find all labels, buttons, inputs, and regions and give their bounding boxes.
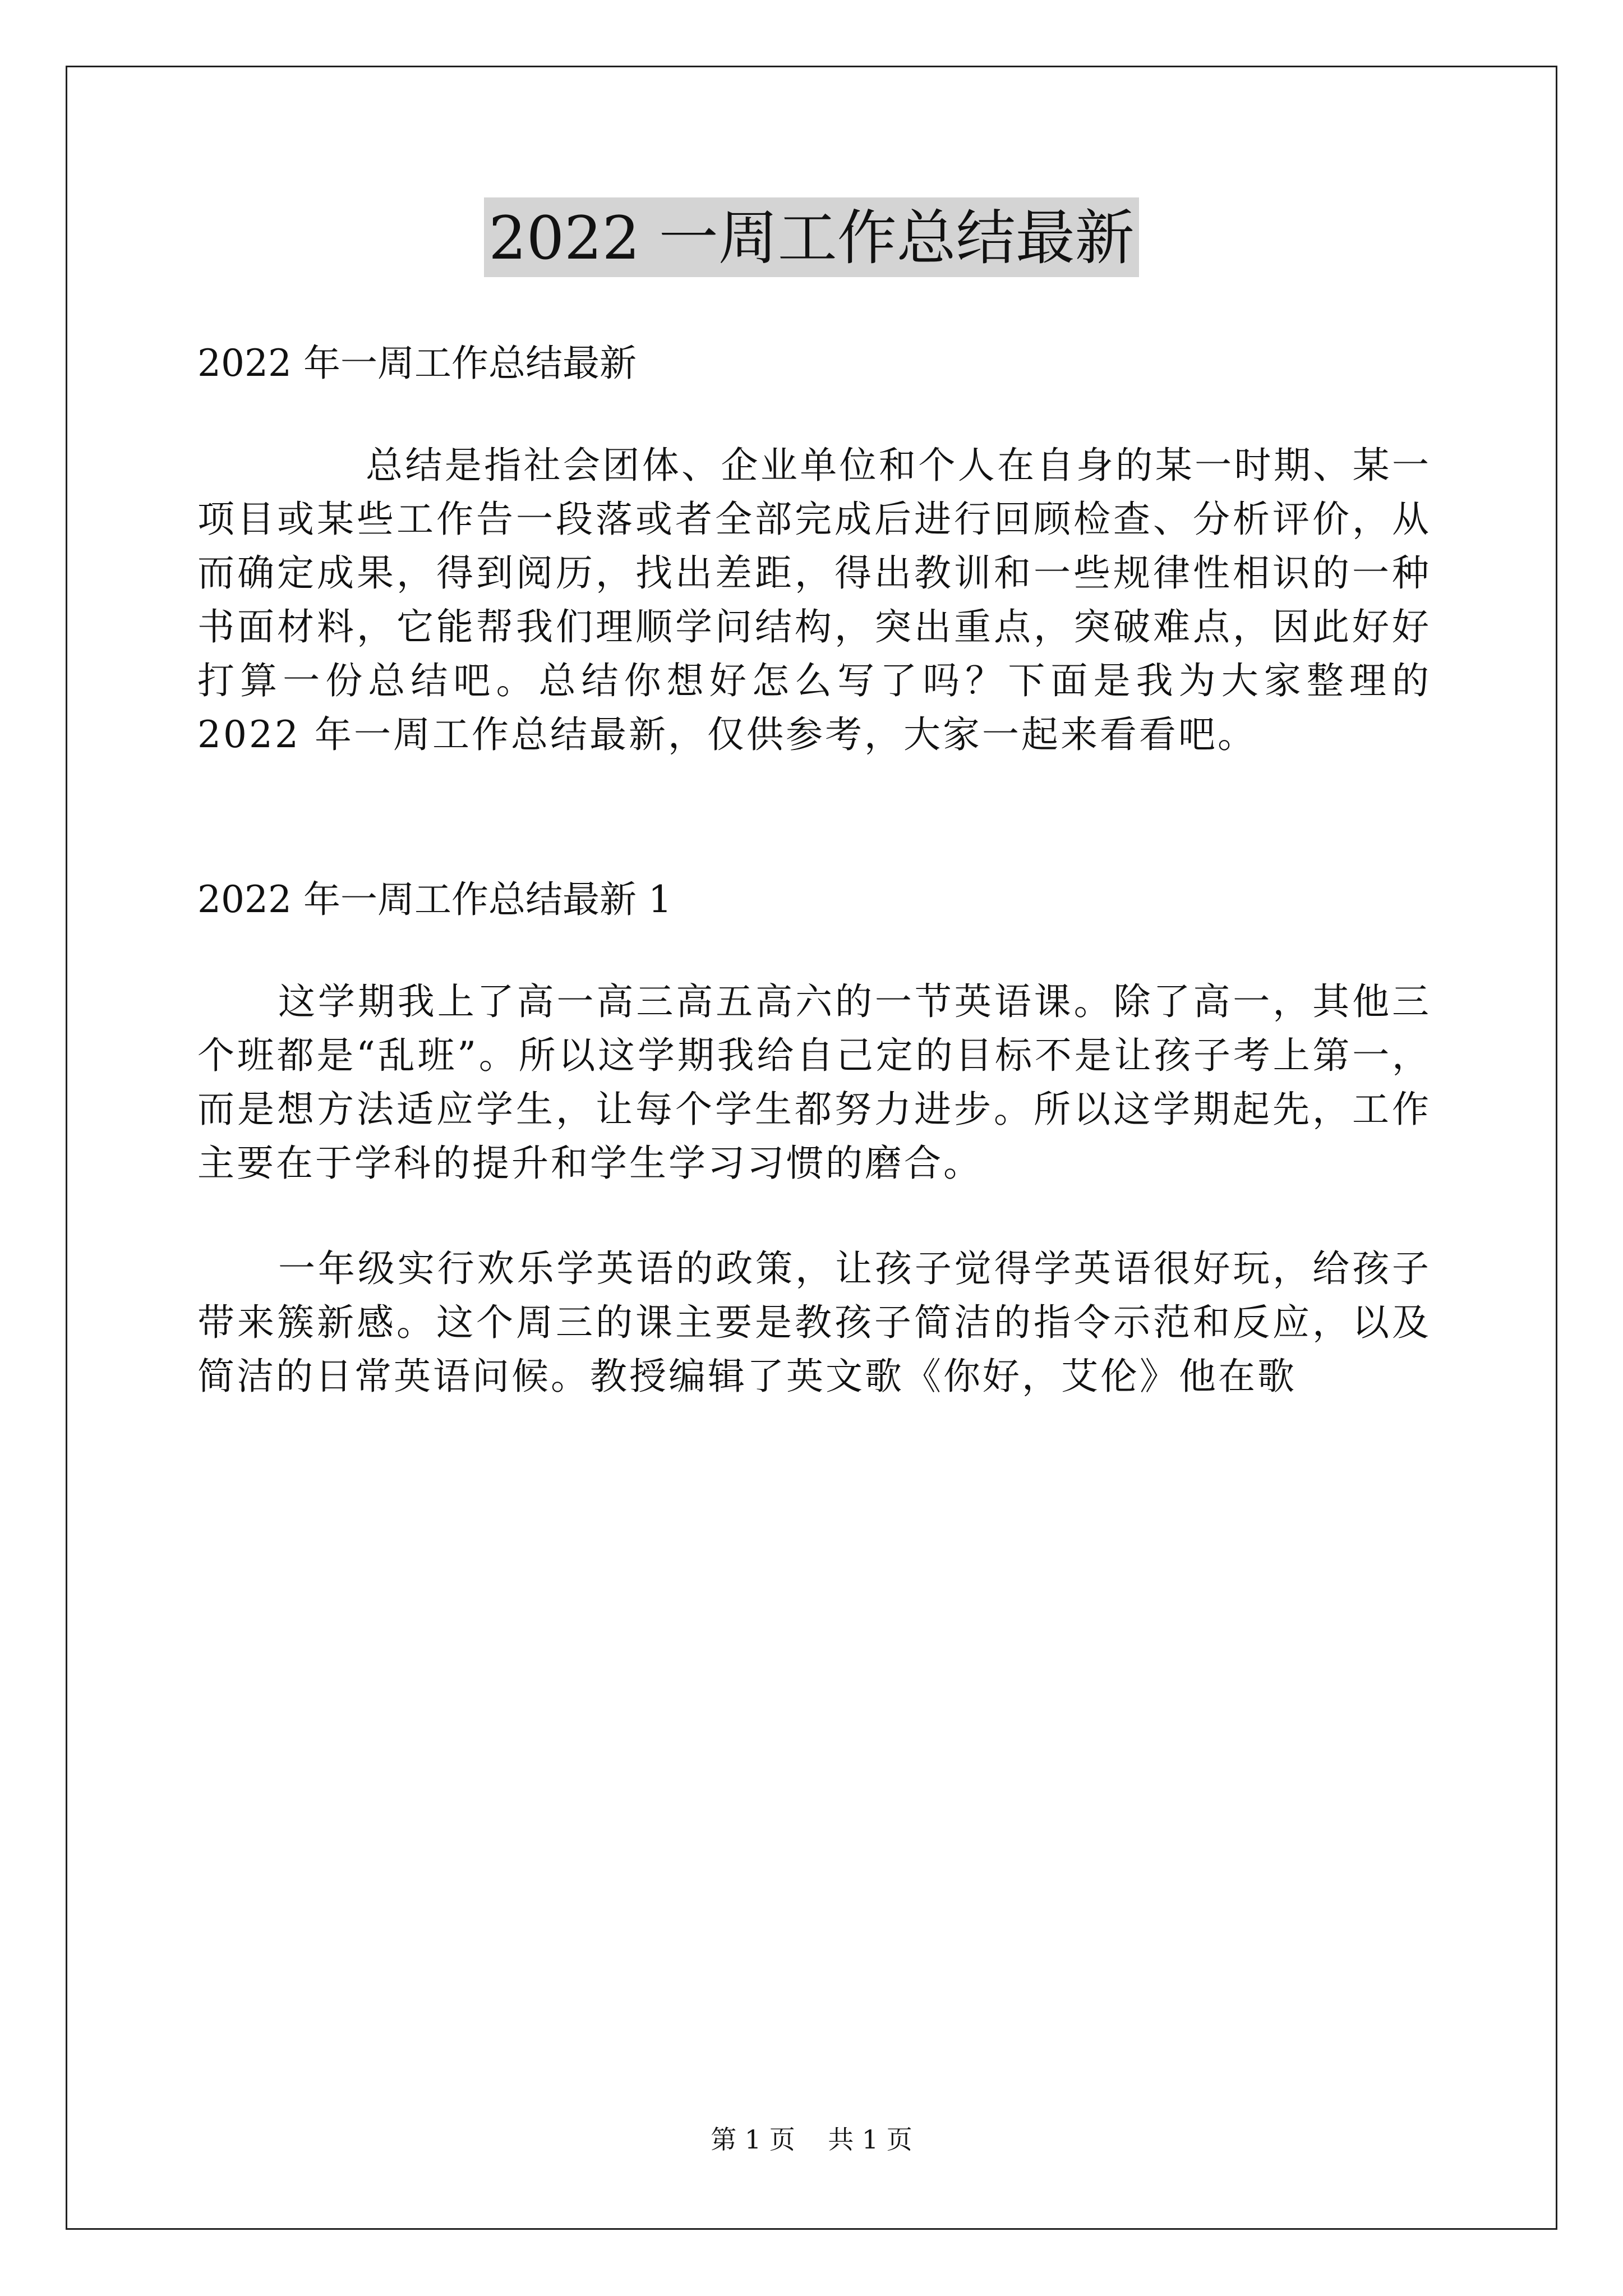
- body-paragraph: 一年级实行欢乐学英语的政策，让孩子觉得学英语很好玩，给孩子带来簇新感。这个周三的课主要是教孩子简洁的指令示范和反应，以及简洁的日常英语问候。教授编辑了英文歌《你好，艾伦》他在歌: [197, 1247, 1431, 1398]
- section-heading: 2022 年一周工作总结最新: [197, 342, 637, 385]
- document-title: [0, 197, 1623, 277]
- document-title-text: 2022 一周工作总结最新: [484, 197, 1138, 277]
- body-paragraph: 这学期我上了高一高三高五高六的一节英语课。除了高一，其他三个班都是“乱班”。所以这学期我给自己定的目标不是让孩子考上第一，而是想方法适应学生，让每个学生都努力进步。所以这学期起先，工作主要在于学科的提升和学生学习习惯的磨合。: [197, 980, 1431, 1185]
- page-footer: 第 1 页 共 1 页: [711, 2124, 912, 2155]
- document-body: [197, 335, 1431, 1404]
- section-heading: 2022 年一周工作总结最新 1: [197, 878, 672, 921]
- intro-paragraph: 总结是指社会团体、企业单位和个人在自身的某一时期、某一项目或某些工作告一段落或者全部完成后进行回顾检查、分析评价，从而确定成果，得到阅历，找出差距，得出教训和一些规律性相识的一种书面材料，它能帮我们理顺学问结构，突出重点，突破难点，因此好好打算一份总结吧。总结你想好怎么写了吗？下面是我为大家整理的 2022 年一周工作总结最新，仅供参考，大家一起来看看吧。: [197, 444, 1431, 756]
